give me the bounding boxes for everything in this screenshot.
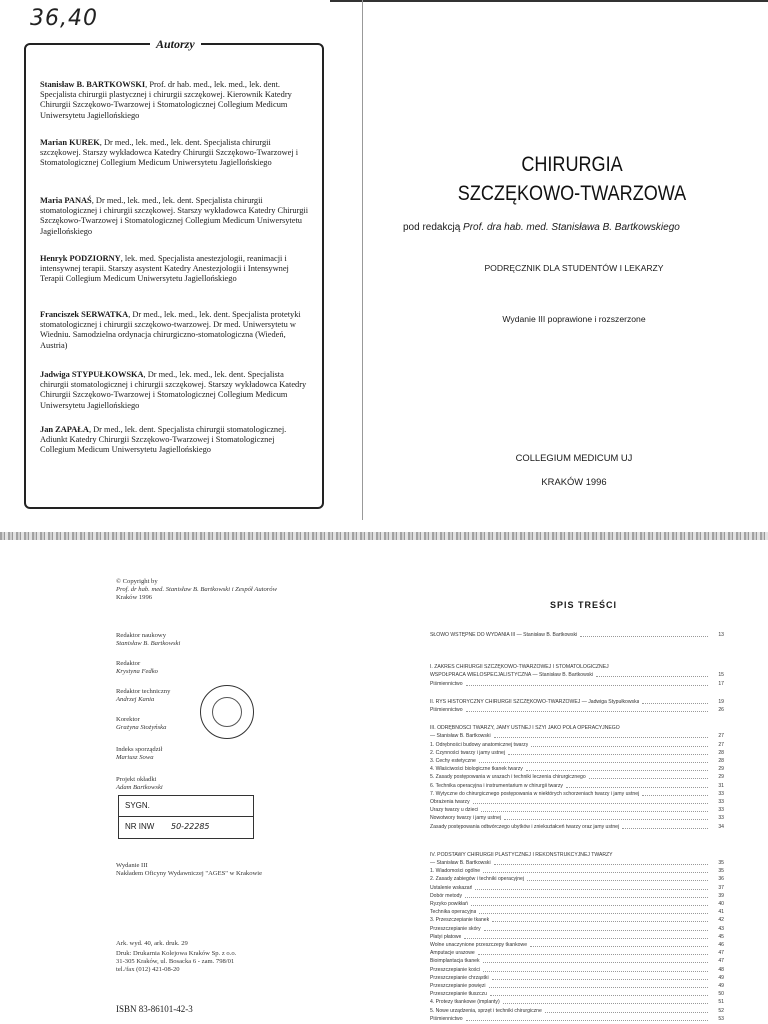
toc-entry-title: I. ZAKRES CHIRURGII SZCZĘKOWO-TWARZOWEJ I STOMATOLOGICZNEJ xyxy=(430,664,609,671)
inventory-number-value: 50-22285 xyxy=(171,822,210,831)
toc-entry xyxy=(430,725,724,731)
toc-entry xyxy=(430,750,724,756)
toc-entry-title: Ustalenie wskazań xyxy=(430,884,473,891)
toc-entry xyxy=(430,926,724,932)
page-fold-line xyxy=(362,0,363,520)
toc-entry-title: Nowotwory twarzy i jamy ustnej xyxy=(430,815,502,822)
edition-line: Wydanie III poprawione i rozszerzone xyxy=(502,314,646,324)
book-title xyxy=(426,150,718,208)
toc-entry-title: Bioimplantacja tkanek xyxy=(430,958,480,965)
imprint-entry xyxy=(116,660,158,676)
toc-entry-page: 43 xyxy=(718,925,724,932)
author-description: , Dr med., lek. med., lek. dent. Specjalista chirurgii stomatologicznej i chirurgii szczękowej. Starszy wykładowca Katedry Chirurgii Szczękowo-Twarzowej i Stomatologicznej Collegium Medicum Uniwersytetu Jagiellońskiego xyxy=(40,370,307,410)
toc-leader-dots xyxy=(466,681,708,686)
author-name: Henryk PODZIORNY xyxy=(40,254,121,263)
authors-heading: Autorzy xyxy=(150,37,201,52)
toc-entry xyxy=(430,699,724,705)
toc-entry-title: 3. Przeszczepianie tkanek xyxy=(430,917,490,924)
toc-entry-page: 29 xyxy=(718,766,724,773)
toc-entry xyxy=(430,983,724,989)
imprint-value: Krystyna Fedko xyxy=(116,668,158,675)
toc-entry-title: — Stanisław B. Bartkowski xyxy=(430,733,491,740)
toc-entry-title: 4. Właściwości biologiczne tkanek twarzy xyxy=(430,766,523,773)
toc-leader-dots xyxy=(483,868,708,873)
toc-entry-page: 33 xyxy=(718,807,724,814)
author-entry xyxy=(40,80,310,121)
toc-entry-title: Piśmiennictwo xyxy=(430,1015,463,1022)
toc-leader-dots xyxy=(465,893,708,898)
imprint-entry xyxy=(116,688,170,704)
toc-leader-dots xyxy=(489,983,708,988)
toc-leader-dots xyxy=(479,758,708,763)
library-stamp-inner xyxy=(212,697,242,727)
toc-entry xyxy=(430,876,724,882)
toc-leader-dots xyxy=(642,791,708,796)
book-subtitle: PODRĘCZNIK DLA STUDENTÓW I LEKARZY xyxy=(484,263,664,273)
toc-entry-page: 50 xyxy=(718,991,724,998)
toc-entry xyxy=(430,824,724,830)
toc-entry-page: 17 xyxy=(718,680,724,687)
author-name: Stanisław B. BARTKOWSKI xyxy=(40,80,146,89)
toc-entry xyxy=(430,766,724,772)
imprint-entry xyxy=(116,716,166,732)
toc-entry xyxy=(430,934,724,940)
imprint-entry xyxy=(116,632,180,648)
toc-leader-dots xyxy=(483,958,708,963)
imprint-value: Mariusz Sowa xyxy=(116,754,154,761)
toc-leader-dots xyxy=(526,766,708,771)
imprint-label: Korektor xyxy=(116,716,140,723)
toc-leader-dots xyxy=(508,750,708,755)
toc-list xyxy=(430,632,724,1022)
publisher-note: Nakładem Oficyny Wydawniczej "AGES" w Krakowie xyxy=(116,870,263,877)
toc-entry xyxy=(430,632,724,638)
inventory-box xyxy=(118,795,254,839)
inventory-number-row xyxy=(119,817,253,837)
author-description: , Dr med., lek. med., lek. dent. Specjalista chirurgii stomatologicznej i chirurgii szczękowej. Starszy wykładowca Katedry Chirurgii Szczękowo-Twarzowej i Stomatologicznej Collegium Medicum Uniwersytetu Jagiellońskiego xyxy=(40,196,309,236)
toc-entry-page: 15 xyxy=(718,672,724,679)
editor-prefix: pod redakcją xyxy=(403,222,464,233)
toc-entry-title: Przeszczepianie powięzi xyxy=(430,983,486,989)
toc-entry xyxy=(430,885,724,891)
toc-entry-page: 36 xyxy=(718,876,724,883)
author-entry xyxy=(40,425,310,456)
toc-entry xyxy=(430,950,724,956)
toc-entry-page: 33 xyxy=(718,799,724,805)
toc-entry-title: Urazy twarzy u dzieci xyxy=(430,807,479,814)
toc-entry xyxy=(430,791,724,797)
toc-leader-dots xyxy=(471,901,708,906)
toc-entry xyxy=(430,893,724,899)
copyright-holder: Prof. dr hab. med. Stanisław B. Bartkowski i Zespół Autorów xyxy=(116,586,278,593)
toc-entry-page: 29 xyxy=(718,774,724,781)
toc-entry xyxy=(430,783,724,789)
toc-entry-page: 51 xyxy=(718,999,724,1006)
toc-entry-title: Obrażenia twarzy xyxy=(430,799,470,805)
toc-leader-dots xyxy=(484,926,708,931)
toc-entry-title: WSPÓŁPRACA WIELOSPECJALISTYCZNA — Stanisław B. Bartkowski xyxy=(430,672,594,679)
toc-entry-page: 31 xyxy=(718,782,724,789)
toc-entry-title: Technika operacyjna xyxy=(430,909,477,916)
toc-entry-page: 47 xyxy=(718,958,724,965)
author-entry xyxy=(40,196,310,237)
imprint-entry xyxy=(116,776,163,792)
toc-entry xyxy=(430,860,724,866)
toc-entry-title: 1. Odrębności budowy anatomicznej twarzy xyxy=(430,741,529,748)
toc-entry-page: 39 xyxy=(718,892,724,899)
toc-leader-dots xyxy=(622,824,708,829)
author-name: Franciszek SERWATKA xyxy=(40,310,129,319)
toc-entry-title: 6. Technika operacyjna i instrumentarium w chirurgii twarzy xyxy=(430,782,563,789)
toc-leader-dots xyxy=(473,799,708,804)
author-name: Marian KUREK xyxy=(40,138,100,147)
toc-entry-page: 13 xyxy=(718,632,724,638)
toc-leader-dots xyxy=(483,967,708,972)
printer-name: Druk: Drukarnia Kolejowa Kraków Sp. z o.o. xyxy=(116,950,237,957)
toc-entry-title: Zasady postępowania odtwórczego ubytków i zniekształceń twarzy oraz jamy ustnej xyxy=(430,823,620,830)
copyright-block xyxy=(116,578,277,602)
toc-leader-dots xyxy=(566,783,708,788)
toc-entry xyxy=(430,815,724,821)
toc-entry-title: Przeszczepianie chrząstki xyxy=(430,974,489,981)
toc-entry-title: Dobór metody xyxy=(430,892,462,899)
toc-entry-title: — Stanisław B. Bartkowski xyxy=(430,860,491,866)
inventory-number-label: NR INW xyxy=(125,822,155,831)
toc-entry xyxy=(430,664,724,670)
toc-leader-dots xyxy=(530,942,708,947)
toc-entry xyxy=(430,909,724,915)
toc-entry-title: 7. Wytyczne do chirurgicznego postępowania w niektórych schorzeniach twarzy i jamy ustnej xyxy=(430,790,640,797)
imprint-entry xyxy=(116,746,162,762)
toc-entry xyxy=(430,681,724,687)
toc-entry-title: 2. Czynności twarzy i jamy ustnej xyxy=(430,749,506,756)
toc-entry xyxy=(430,672,724,678)
author-description: , Dr med., lek. med., lek. dent. Specjalista chirurgii szczękowej. Starszy wykładowca Katedry Chirurgii Szczękowo-Twarzowej i Stomatologicznej Collegium Medicum Uniwersytetu Jagiellońskiego xyxy=(40,138,299,168)
toc-entry-page: 41 xyxy=(718,909,724,916)
toc-leader-dots xyxy=(492,917,708,922)
toc-leader-dots xyxy=(531,742,708,747)
imprint-value: Stanisław B. Bartkowski xyxy=(116,640,181,647)
author-description: , Dr med., lek. dent. Specjalista chirurgii stomatologicznej. Adiunkt Katedry Chirurgii Szczękowo-Twarzowej i Stomatologicznej Collegium Medicum Uniwersytetu Jagiellońskiego xyxy=(40,425,287,455)
toc-entry-page: 28 xyxy=(718,749,724,756)
toc-leader-dots xyxy=(475,885,708,890)
author-name: Jadwiga STYPUŁKOWSKA xyxy=(40,370,144,379)
toc-entry xyxy=(430,942,724,948)
author-description: , Prof. dr hab. med., lek. med., lek. dent. Specjalista chirurgii plastycznej i chirurgii szczękowej. Kierownik Katedry Chirurgii Szczękowo-Twarzowej i Stomatologicznej Collegium Medicum Uniwersytetu Jagiellońskiego xyxy=(40,80,292,120)
toc-entry-page: 33 xyxy=(718,790,724,797)
toc-entry-page: 37 xyxy=(718,884,724,891)
toc-leader-dots xyxy=(589,774,708,779)
edition-note: Wydanie III xyxy=(116,862,148,869)
edition-note-block xyxy=(116,862,262,878)
toc-entry-title: Piśmiennictwo xyxy=(430,680,463,687)
toc-entry-title: Przeszczepianie tłuszczu xyxy=(430,991,487,998)
toc-entry-page: 34 xyxy=(718,823,724,830)
page-separator xyxy=(0,532,768,540)
imprint-value: Andrzej Kania xyxy=(116,696,155,703)
copyright-place: Kraków 1996 xyxy=(116,594,153,601)
toc-leader-dots xyxy=(481,807,708,812)
toc-entry xyxy=(430,901,724,907)
publication-place-year: KRAKÓW 1996 xyxy=(541,476,607,487)
signature-row xyxy=(119,796,253,817)
imprint-value: Grażyna Stożyńska xyxy=(116,724,167,731)
toc-entry-title: Amputacje urazowe xyxy=(430,950,475,957)
author-entry xyxy=(40,310,310,351)
toc-entry xyxy=(430,1016,724,1022)
book-title-line1: CHIRURGIA xyxy=(521,153,623,176)
toc-leader-dots xyxy=(504,815,708,820)
toc-leader-dots xyxy=(492,975,708,980)
toc-entry-title: 5. Zasady postępowania w urazach i techniki leczenia chirurgicznego xyxy=(430,774,586,781)
toc-entry-title: 3. Cechy estetyczne xyxy=(430,758,476,764)
toc-entry-title: II. RYS HISTORYCZNY CHIRURGII SZCZĘKOWO-TWARZOWEJ — Jadwiga Stypułkowska xyxy=(430,698,640,705)
toc-leader-dots xyxy=(464,934,708,939)
author-description: , lek. med. Specjalista anestezjologii, reanimacji i intensywnej terapii. Starszy asystent Katedry Anestezjologii i Intensywnej Terapii Collegium Medicum Uniwersytetu Jagiellońskiego xyxy=(40,254,289,284)
toc-entry-page: 26 xyxy=(718,707,724,713)
toc-entry xyxy=(430,917,724,923)
author-entry xyxy=(40,254,310,285)
signature-label: SYGN. xyxy=(125,801,150,810)
toc-leader-dots xyxy=(479,909,708,914)
toc-leader-dots xyxy=(478,950,708,955)
toc-entry xyxy=(430,975,724,981)
toc-entry-title: III. ODRĘBNOŚCI TWARZY, JAMY USTNEJ I SZYI JAKO POLA OPERACYJNEGO xyxy=(430,725,620,732)
isbn: ISBN 83-86101-42-3 xyxy=(116,1004,193,1014)
toc-entry-page: 49 xyxy=(718,974,724,981)
author-entry xyxy=(40,370,310,411)
toc-entry xyxy=(430,852,724,858)
toc-entry xyxy=(430,991,724,997)
toc-entry xyxy=(430,742,724,748)
toc-entry-title: 1. Wiadomości ogólne xyxy=(430,868,481,875)
toc-entry-page: 52 xyxy=(718,1007,724,1014)
toc-leader-dots xyxy=(494,733,708,738)
imprint-label: Indeks sporządził xyxy=(116,746,163,753)
toc-leader-dots xyxy=(545,1008,708,1013)
toc-entry-title: SŁOWO WSTĘPNE DO WYDANIA III — Stanisław B. Bartkowski xyxy=(430,632,578,638)
toc-leader-dots xyxy=(490,991,708,996)
toc-entry-page: 42 xyxy=(718,917,724,924)
editor-line xyxy=(403,222,743,233)
toc-entry-title: Przeszczepianie kości xyxy=(430,966,481,973)
toc-entry-title: Piśmiennictwo xyxy=(430,707,463,713)
toc-entry xyxy=(430,967,724,973)
toc-entry-page: 27 xyxy=(718,733,724,740)
toc-leader-dots xyxy=(580,632,708,637)
toc-entry xyxy=(430,733,724,739)
toc-leader-dots xyxy=(527,876,708,881)
toc-entry-page: 27 xyxy=(718,741,724,748)
publisher-name: COLLEGIUM MEDICUM UJ xyxy=(515,452,633,463)
toc-leader-dots xyxy=(642,699,708,704)
toc-heading: SPIS TREŚCI xyxy=(550,600,618,610)
toc-leader-dots xyxy=(494,860,708,865)
toc-entry xyxy=(430,758,724,764)
toc-entry-title: 2. Zasady zabiegów i techniki operacyjnej xyxy=(430,876,525,883)
copyright-line: © Copyright by xyxy=(116,578,158,585)
toc-entry-page: 35 xyxy=(718,860,724,866)
toc-leader-dots xyxy=(596,672,708,677)
sheet-count: Ark. wyd. 40, ark. druk. 29 xyxy=(116,940,188,947)
printer-address: 31-305 Kraków, ul. Bosacka 6 - zam. 798/01 xyxy=(116,958,235,965)
toc-entry-page: 19 xyxy=(718,698,724,705)
toc-entry xyxy=(430,958,724,964)
printer-block xyxy=(116,940,236,974)
imprint-label: Projekt okładki xyxy=(116,776,157,783)
toc-entry-page: 40 xyxy=(718,901,724,907)
toc-entry xyxy=(430,799,724,805)
toc-entry-page: 45 xyxy=(718,933,724,940)
author-entry xyxy=(40,138,310,169)
imprint-label: Redaktor xyxy=(116,660,141,667)
toc-entry-title: IV. PODSTAWY CHIRURGII PLASTYCZNEJ I REKONSTRUKCYJNEJ TWARZY xyxy=(430,851,613,858)
toc-entry xyxy=(430,807,724,813)
handwritten-note: 36,40 xyxy=(30,6,98,31)
top-edge-line xyxy=(330,0,768,2)
toc-entry xyxy=(430,774,724,780)
printer-phone: tel./fax (012) 421-08-20 xyxy=(116,966,180,973)
toc-entry-page: 53 xyxy=(718,1015,724,1022)
toc-entry-page: 49 xyxy=(718,983,724,989)
toc-entry-title: Ryzyko powikłań xyxy=(430,901,468,907)
toc-entry-page: 33 xyxy=(718,815,724,822)
toc-entry-page: 47 xyxy=(718,950,724,957)
toc-entry-page: 46 xyxy=(718,942,724,948)
toc-entry xyxy=(430,1008,724,1014)
toc-leader-dots xyxy=(503,999,708,1004)
toc-entry-title: Przeszczepianie skóry xyxy=(430,925,481,932)
toc-entry-page: 28 xyxy=(718,758,724,764)
toc-entry xyxy=(430,868,724,874)
book-title-line2: SZCZĘKOWO-TWARZOWA xyxy=(457,182,687,205)
author-name: Jan ZAPAŁA xyxy=(40,425,89,434)
toc-entry xyxy=(430,707,724,713)
imprint-label: Redaktor techniczny xyxy=(116,688,171,695)
toc-entry-page: 48 xyxy=(718,966,724,973)
imprint-label: Redaktor naukowy xyxy=(116,632,166,639)
author-description: , Dr med., lek. med., lek. dent. Specjalista protetyki stomatologicznej i chirurgii szczękowo-twarzowej. Dr med. Uniwersytetu w Wiedniu. Samodzielna ordynacja chirurgiczno-stomatologiczna (Wiedeń, Austria) xyxy=(40,310,301,350)
toc-entry-title: Płatyi płatowe xyxy=(430,933,462,940)
editor-name: Prof. dra hab. med. Stanisława B. Bartkowskiego xyxy=(463,222,680,233)
toc-leader-dots xyxy=(466,1016,708,1021)
toc-entry-page: 35 xyxy=(718,868,724,875)
toc-entry-title: 4. Protezy tkankowe (implanty) xyxy=(430,999,500,1006)
toc-leader-dots xyxy=(466,707,708,712)
toc-entry xyxy=(430,999,724,1005)
author-name: Maria PANAŚ xyxy=(40,196,92,205)
imprint-value: Adam Bartkowski xyxy=(116,784,163,791)
toc-entry-title: 5. Nowe urządzenia, sprzęt i techniki chirurgiczne xyxy=(430,1007,542,1014)
toc-entry-title: Wolne unaczynione przeszczepy tkankowe xyxy=(430,942,528,948)
